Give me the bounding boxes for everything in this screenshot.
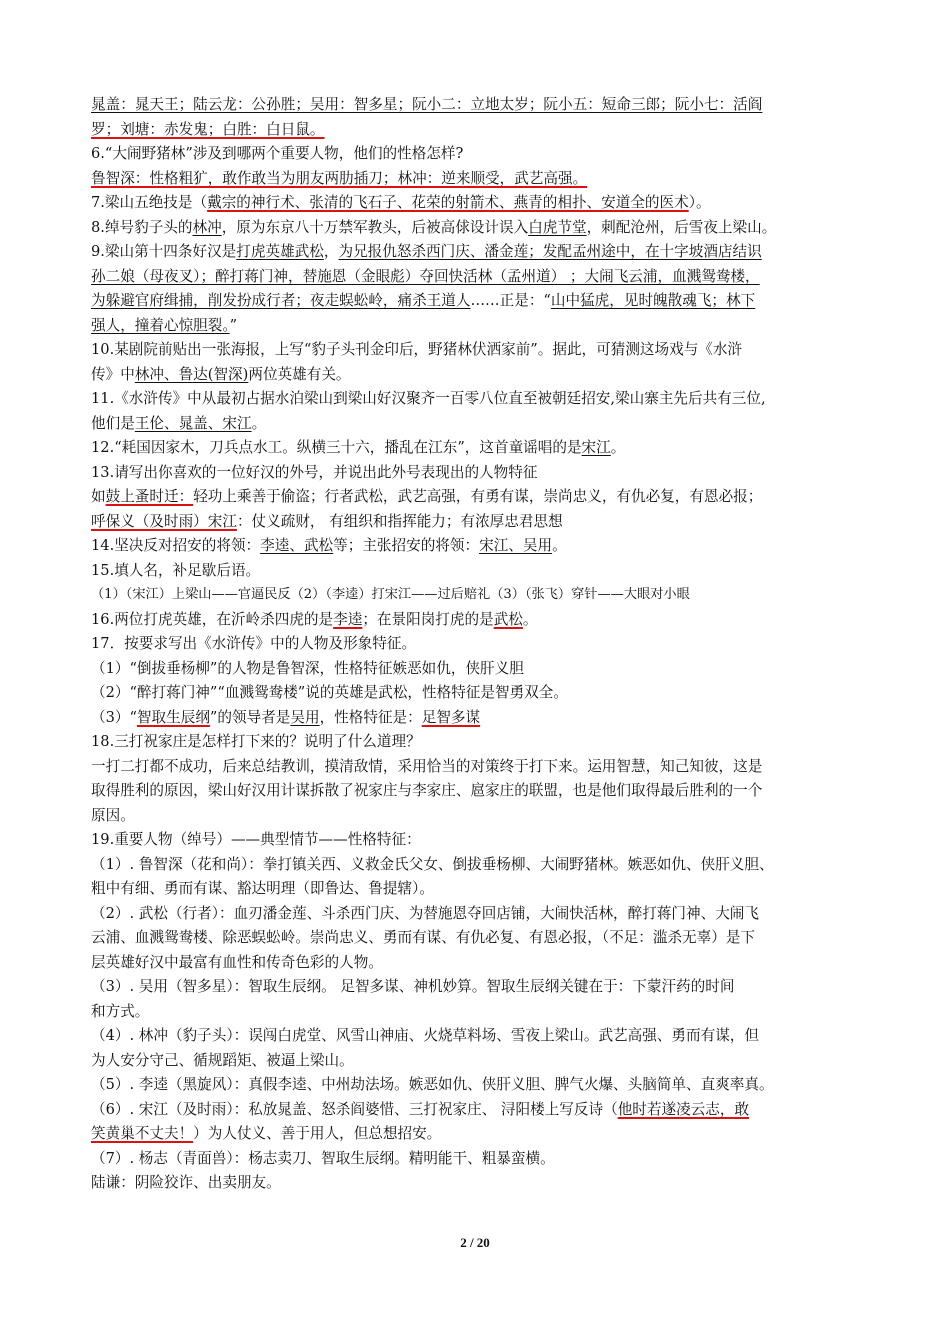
text-segment: 两位英雄有关。	[248, 365, 351, 383]
text-segment: ，刺配沧州，后雪夜上梁山。	[586, 218, 777, 236]
text-segment: ，性格特征是：	[319, 708, 422, 726]
underlined-text: 笑黄巢不丈夫！	[91, 1125, 194, 1142]
text-line	[91, 1000, 859, 1025]
text-line	[91, 681, 859, 706]
text-line	[91, 289, 859, 314]
text-line	[91, 216, 859, 241]
underlined-text: 白虎节堂	[528, 218, 587, 236]
text-segment: 一打二打都不成功，后来总结教训，摸清敌情，采用恰当的对策终于打下来。运用智慧，知己知彼，这是	[91, 757, 763, 775]
text-segment: 15.填人名，补足歇后语。	[91, 561, 261, 579]
text-line	[91, 534, 859, 559]
text-line	[91, 657, 859, 682]
text-line	[91, 975, 859, 1000]
text-segment: ；在景阳岗打虎的是	[362, 610, 494, 628]
text-line	[91, 902, 859, 927]
text-segment: 。	[251, 414, 267, 432]
underlined-text: 李逵	[333, 610, 363, 628]
text-segment: （2）“醉打蒋门神”“血溅鸳鸯楼”说的英雄是武松，性格特征是智勇双全。	[91, 684, 568, 701]
text-line	[91, 461, 859, 486]
text-line	[91, 559, 859, 584]
text-segment: 。	[552, 537, 567, 554]
text-segment: 陆谦：阴险狡诈、出卖朋友。	[91, 1174, 281, 1191]
underlined-text: 宋江、吴用	[479, 537, 553, 554]
text-line	[91, 608, 859, 633]
underlined-text: 鼓上蚤时迁：	[105, 488, 194, 505]
text-line	[91, 1098, 859, 1123]
text-line	[91, 1073, 859, 1098]
underlined-text: 宋江	[581, 439, 611, 456]
text-segment: 10.某剧院前贴出一张海报，上写“豹子头刊金印后，野猪林伏洒家前”。据此，可猜测这场戏与《水浒	[91, 341, 743, 358]
text-segment: 传》中	[91, 365, 135, 383]
underlined-text: 鲁智深：性格粗犷，敢作敢当为朋友两肋插刀；林冲：逆来顺受，武艺高强。	[91, 169, 588, 187]
text-segment: 为人安分守己、循规蹈矩、被逼上梁山。	[91, 1051, 354, 1069]
text-line	[91, 265, 859, 290]
text-line	[91, 583, 859, 608]
underlined-text: 智取生辰纲	[136, 708, 210, 726]
text-segment: 16.两位打虎英雄，在沂岭杀四虎的是	[91, 610, 334, 628]
underlined-text: 为兄报仇怒杀西门庆、潘金莲；发配孟州途中，在十字坡酒店结识	[338, 243, 762, 260]
text-line	[91, 853, 859, 878]
text-segment: （6）. 宋江（及时雨）：私放晁盖、怒杀阎婆惜、三打祝家庄、 浔阳楼上写反诗（	[91, 1100, 618, 1118]
text-segment: 他们是	[91, 414, 135, 432]
text-line	[91, 314, 859, 339]
text-segment: ）为人仗义、善于用人，但总想招安。	[193, 1125, 442, 1142]
text-segment: ”的领导者是	[209, 708, 291, 726]
text-line	[91, 510, 859, 535]
underlined-text: 山中猛虎，见时魄散魂飞；林下	[550, 292, 756, 309]
underlined-text: 为躲避官府缉捕，削发扮成行者；夜走蜈蚣岭，痛杀王道人	[91, 292, 471, 309]
text-segment: （3）“	[91, 708, 137, 726]
underlined-text: 王伦、晁盖、宋江	[134, 414, 252, 432]
text-segment: 13.请写出你喜欢的一位好汉的外号，并说出此外号表现出的人物特征	[91, 463, 538, 481]
underlined-text: 林冲	[192, 218, 222, 236]
underlined-text: 罗；刘塘：赤发鬼；白胜：白日鼠。	[91, 120, 325, 138]
text-segment: 原因。	[91, 806, 135, 824]
underlined-text: 呼保义（及时雨）宋江	[91, 512, 237, 530]
text-segment: 9.梁山第十四条好汉是	[91, 243, 237, 260]
text-segment: ，	[323, 243, 339, 260]
text-segment: 14.坚决反对招安的将领：	[91, 537, 261, 554]
underlined-text: 晁盖：晁天王；陆云龙：公孙胜；吴用：智多星；阮小二：立地太岁；阮小五：短命三郎；阮小七：活阎	[91, 96, 763, 113]
text-line	[91, 93, 859, 118]
text-segment: 6.“大闹野猪林”涉及到哪两个重要人物，他们的性格怎样?	[91, 145, 464, 162]
text-segment: （1）（宋江）上梁山——官逼民反（2）（李逵）打宋江——过后赔礼（3）（张飞）穿针——大眼对小眼	[91, 587, 690, 602]
text-line	[91, 338, 859, 363]
text-line	[91, 387, 859, 412]
text-line	[91, 706, 859, 731]
text-line	[91, 240, 859, 265]
text-segment: （1）. 鲁智深（花和尚）：拳打镇关西、义救金氏父女、倒拔垂杨柳、大闹野猪林。嫉恶如仇、侠肝义胆、	[91, 855, 774, 873]
text-line	[91, 436, 859, 461]
text-segment: 8.绰号豹子头的	[91, 218, 193, 236]
text-line	[91, 1049, 859, 1074]
text-line	[91, 412, 859, 437]
text-line	[91, 632, 859, 657]
text-segment: 11.《水浒传》中从最初占据水泊梁山到梁山好汉聚齐一百零八位直至被朝廷招安,梁山寨主先后共有三位,	[91, 390, 766, 407]
text-line	[91, 779, 859, 804]
underlined-text: 打虎英雄武松	[236, 243, 324, 260]
text-line	[91, 1147, 859, 1172]
text-segment: （1）“倒拔垂杨柳”的人物是鲁智深，性格特征嫉恶如仇，侠肝义胆	[91, 659, 524, 677]
underlined-text: 孙二娘（母夜叉）；醉打蒋门神，替施恩（金眼彪）夺回快活林（孟州道） ；大闹飞云浦，血溅鸳鸯楼，	[91, 267, 760, 285]
text-segment: ：仗义疏财， 有组织和指挥能力；有浓厚忠君思想	[236, 512, 563, 530]
text-segment: 19.重要人物（绰号）——典型情节——性格特征：	[91, 831, 421, 848]
text-segment: 如	[91, 488, 106, 505]
text-segment: 轻功上乘善于偷盗；行者武松，武艺高强，有勇有谋，崇尚忠义，有仇必复，有恩必报；	[193, 488, 763, 505]
text-segment: （7）. 杨志（青面兽）：杨志卖刀、智取生辰纲。精明能干、粗暴蛮横。	[91, 1149, 555, 1167]
page-number: 2 / 20	[460, 1235, 490, 1250]
text-line	[91, 730, 859, 755]
text-line	[91, 1122, 859, 1147]
text-segment: 层英雄好汉中最富有血性和传奇色彩的人物。	[91, 953, 383, 971]
underlined-text: 李逵、武松	[260, 537, 334, 554]
text-segment: ……正是：“	[470, 292, 551, 309]
text-segment: 取得胜利的原因，梁山好汉用计谋拆散了祝家庄与李家庄、扈家庄的联盟，也是他们取得最后胜利的一个	[91, 782, 763, 799]
underlined-text: 武松	[493, 610, 523, 628]
text-segment: （2）. 武松（行者）：血刃潘金莲、斗杀西门庆、为替施恩夺回店铺，大闹快活林，醉打蒋门神、大闹飞	[91, 904, 759, 922]
text-segment: ”	[229, 316, 238, 334]
text-line	[91, 926, 859, 951]
text-segment: 粗中有细、勇而有谋、豁达明理（即鲁达、鲁提辖）。	[91, 880, 434, 897]
underlined-text: 吴用	[290, 708, 320, 726]
text-line	[91, 167, 859, 192]
text-segment: 和方式。	[91, 1002, 150, 1020]
text-segment: （4）. 林冲（豹子头）：误闯白虎堂、风雪山神庙、火烧草料场、雪夜上梁山。武艺高强、勇而有谋，但	[91, 1027, 759, 1044]
underlined-text: 他时若遂凌云志，敢	[617, 1100, 750, 1118]
text-line	[91, 804, 859, 829]
page-content	[91, 93, 859, 1196]
text-line	[91, 877, 859, 902]
text-line	[91, 118, 859, 143]
underlined-text: 戴宗的神行术、张清的飞石子、花荣的射箭术、燕青的相扑、安道全的医术	[207, 194, 689, 211]
text-segment: 等；主张招安的将领：	[333, 537, 480, 554]
text-segment: 18.三打祝家庄是怎样打下来的？说明了什么道理？	[91, 733, 421, 750]
text-segment: 。	[522, 610, 538, 628]
text-line	[91, 363, 859, 388]
text-segment: （5）. 李逵（黑旋风）：真假李逵、中州劫法场。嫉恶如仇、侠肝义胆、脾气火爆、头脑简单、直爽率真。	[91, 1076, 774, 1093]
text-line	[91, 755, 859, 780]
underlined-text: 林冲、鲁达(智深)	[134, 365, 249, 383]
text-segment: 。	[610, 439, 626, 456]
text-line	[91, 1171, 859, 1196]
text-line	[91, 1024, 859, 1049]
text-line	[91, 142, 859, 167]
text-segment: 17．按要求写出《水浒传》中的人物及形象特征。	[91, 635, 417, 652]
text-line	[91, 828, 859, 853]
text-segment: （3）. 吴用（智多星）：智取生辰纲。 足智多谋、神机妙算。智取生辰纲关键在于：下蒙汗药的时间	[91, 978, 735, 995]
text-segment: ）。	[688, 194, 711, 211]
text-line	[91, 191, 859, 216]
text-segment: 7.梁山五绝技是（	[91, 194, 208, 211]
text-segment: ，原为东京八十万禁军教头，后被高俅设计误入	[221, 218, 529, 236]
text-line	[91, 951, 859, 976]
text-segment: 12.“耗国因家木，刀兵点水工。纵横三十六，播乱在江东”，这首童谣唱的是	[91, 439, 582, 456]
text-segment: 云浦、血溅鸳鸯楼、除恶蜈蚣岭。崇尚忠义、勇而有谋、有仇必复、有恩必报，（不足：滥杀无辜）是下	[91, 929, 756, 946]
text-line	[91, 485, 859, 510]
underlined-text: 强人，撞着心惊胆裂。	[91, 316, 230, 334]
underlined-text: 足智多谋	[421, 708, 481, 726]
